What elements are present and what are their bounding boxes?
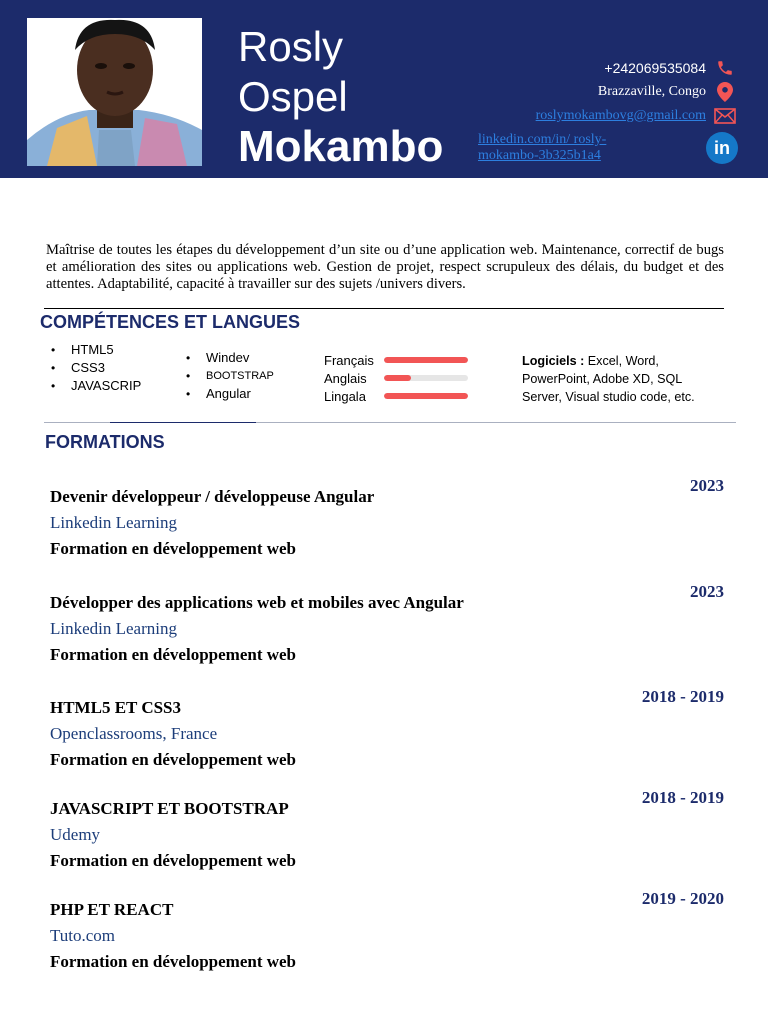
language-level-fill	[384, 393, 468, 399]
skill-item: • CSS3	[46, 359, 141, 377]
phone-text: +242069535084	[604, 60, 706, 76]
divider	[44, 308, 724, 309]
language-level-fill	[384, 357, 468, 363]
language-name: Anglais	[324, 370, 367, 386]
languages-block	[324, 351, 468, 405]
location-text: Brazzaville, Congo	[597, 84, 706, 99]
formation-year: 2019 - 2020	[641, 889, 724, 908]
profile-photo	[27, 18, 202, 166]
formation-title: JAVASCRIPT ET BOOTSTRAP	[50, 799, 289, 818]
skill-item: • Angular	[181, 385, 274, 403]
phone-icon	[714, 57, 736, 79]
software-list: Excel, Word, PowerPoint, Adobe XD, SQL Server, Visual studio code, etc.	[522, 354, 695, 404]
formation-item	[50, 476, 724, 562]
formation-source: Linkedin Learning	[50, 619, 177, 638]
skill-item: • JAVASCRIP	[46, 377, 141, 395]
formation-year: 2018 - 2019	[641, 687, 724, 706]
formation-title: PHP ET REACT	[50, 900, 174, 919]
software-label: Logiciels :	[522, 354, 585, 368]
full-name	[238, 22, 443, 172]
skill-item: • Windev	[181, 349, 274, 367]
first-name-1: Rosly	[238, 23, 344, 70]
formation-source: Udemy	[50, 825, 101, 844]
linkedin-row	[476, 132, 736, 164]
formation-desc: Formation en développement web	[50, 851, 297, 870]
location-pin-icon	[714, 81, 736, 103]
location-row	[476, 80, 736, 104]
formation-item	[50, 687, 724, 773]
formation-item	[50, 788, 724, 874]
phone-row	[476, 56, 736, 80]
language-level-bar	[384, 357, 468, 363]
software-block	[522, 352, 722, 406]
formation-item	[50, 889, 724, 975]
formation-desc: Formation en développement web	[50, 539, 297, 558]
formation-source: Openclassrooms, France	[50, 724, 218, 743]
language-level-bar	[384, 393, 468, 399]
formations-heading: FORMATIONS	[45, 432, 165, 452]
language-row	[324, 387, 468, 405]
formation-title: HTML5 ET CSS3	[50, 698, 182, 717]
skill-item: • BOOTSTRAP	[181, 367, 274, 385]
contact-block	[476, 56, 736, 164]
profile-summary: Maîtrise de toutes les étapes du développement d’un site ou d’une application web. Maintenance, correctif de bugs et amélioration des sites ou applications web. Gestion de projet, respect scrupuleux des délais, du budget et des attentes. Adaptabilité, capacité à travailler sur des sujets /univers divers.	[46, 242, 724, 292]
formation-source: Linkedin Learning	[50, 513, 177, 532]
first-name-2: Ospel	[238, 73, 348, 120]
linkedin-icon[interactable]: in	[706, 132, 738, 164]
divider-accent	[110, 422, 256, 423]
language-name: Français	[324, 352, 374, 368]
formation-title: Devenir développeur / développeuse Angular	[50, 487, 375, 506]
formation-year: 2023	[690, 476, 724, 495]
header-banner	[0, 0, 768, 178]
skills-list-2	[181, 349, 274, 403]
email-link[interactable]: roslymokambovg@gmail.com	[535, 108, 706, 123]
language-level-fill	[384, 375, 411, 381]
language-row	[324, 369, 468, 387]
formation-desc: Formation en développement web	[50, 952, 297, 971]
mail-icon	[714, 105, 736, 127]
last-name: Mokambo	[238, 122, 444, 171]
formation-desc: Formation en développement web	[50, 645, 297, 664]
linkedin-link[interactable]: linkedin.com/in/ rosly-mokambo-3b325b1a4	[478, 132, 607, 163]
competences-heading: COMPÉTENCES ET LANGUES	[40, 312, 301, 332]
language-level-bar	[384, 375, 468, 381]
formation-desc: Formation en développement web	[50, 750, 297, 769]
language-name: Lingala	[324, 388, 366, 404]
formation-item	[50, 582, 724, 668]
formation-title: Développer des applications web et mobiles avec Angular	[50, 593, 464, 612]
formation-year: 2023	[690, 582, 724, 601]
skill-item: • HTML5	[46, 341, 141, 359]
formation-year: 2018 - 2019	[641, 788, 724, 807]
formation-source: Tuto.com	[50, 926, 116, 945]
email-row	[476, 104, 736, 128]
skills-list-1	[46, 341, 141, 395]
language-row	[324, 351, 468, 369]
